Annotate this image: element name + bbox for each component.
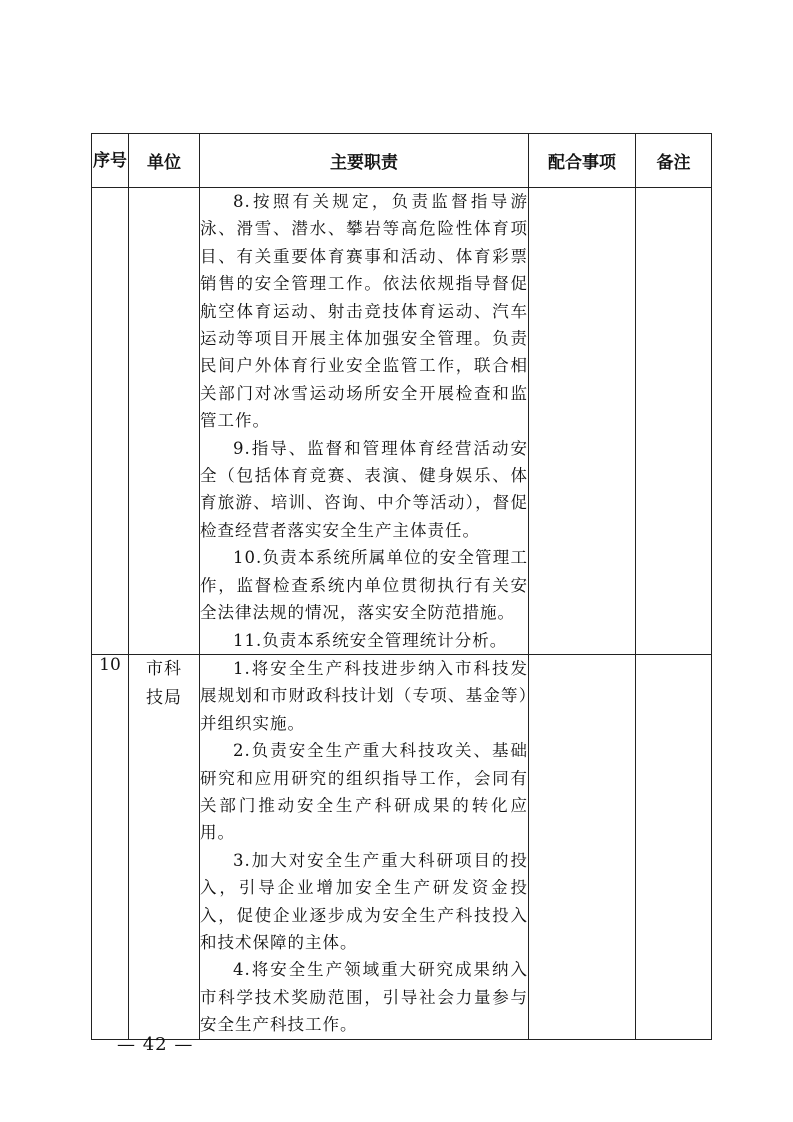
duty-item: 2.负责安全生产重大科技攻关、基础研究和应用研究的组织指导工作，会同有关部门推动安全生产科研成果的转化应用。 <box>200 741 528 843</box>
duty-item: 10.负责本系统所属单位的安全管理工作，监督检查系统内单位贯彻执行有关安全法律法规的情况，落实安全防范措施。 <box>200 548 528 623</box>
duty-item: 11.负责本系统安全管理统计分析。 <box>233 630 508 650</box>
row-remarks <box>636 654 712 1039</box>
header-remarks: 备注 <box>636 134 712 188</box>
row-remarks <box>636 188 712 655</box>
row-coordination <box>529 654 636 1039</box>
table-row <box>92 188 712 655</box>
unit-label: 市科技局 <box>146 658 182 708</box>
row-unit <box>129 654 200 1039</box>
table-header-row <box>92 134 712 188</box>
header-unit: 单位 <box>129 134 200 188</box>
header-duties: 主要职责 <box>200 134 529 188</box>
header-coordination: 配合事项 <box>529 134 636 188</box>
page-number: — 42 — <box>117 1034 194 1055</box>
row-duties <box>200 188 529 655</box>
row-duties <box>200 654 529 1039</box>
row-index: 10 <box>92 654 129 1039</box>
duty-item: 4.将安全生产领域重大研究成果纳入市科学技术奖励范围，引导社会力量参与安全生产科技工作。 <box>200 960 528 1035</box>
row-coordination <box>529 188 636 655</box>
row-unit <box>129 188 200 655</box>
duties-table <box>91 133 712 1040</box>
duty-item: 3.加大对安全生产重大科研项目的投入，引导企业增加安全生产研发资金投入，促使企业逐步成为安全生产科技投入和技术保障的主体。 <box>200 850 528 952</box>
duty-item: 8.按照有关规定，负责监督指导游泳、滑雪、潜水、攀岩等高危险性体育项目、有关重要体育赛事和活动、体育彩票销售的安全管理工作。依法依规指导督促航空体育运动、射击竞技体育运动、汽车运动等项目开展主体加强安全管理。负责民间户外体育行业安全监管工作，联合相关部门对冰雪运动场所安全开展检查和监管工作。 <box>200 192 528 431</box>
duty-item: 9.指导、监督和管理体育经营活动安全（包括体育竞赛、表演、健身娱乐、体育旅游、培训、咨询、中介等活动），督促检查经营者落实安全生产主体责任。 <box>200 438 528 540</box>
row-index <box>92 188 129 655</box>
table-row <box>92 654 712 1039</box>
header-index: 序号 <box>92 134 129 188</box>
duty-item: 1.将安全生产科技进步纳入市科技发展规划和市财政科技计划（专项、基金等）并组织实施。 <box>200 658 528 733</box>
